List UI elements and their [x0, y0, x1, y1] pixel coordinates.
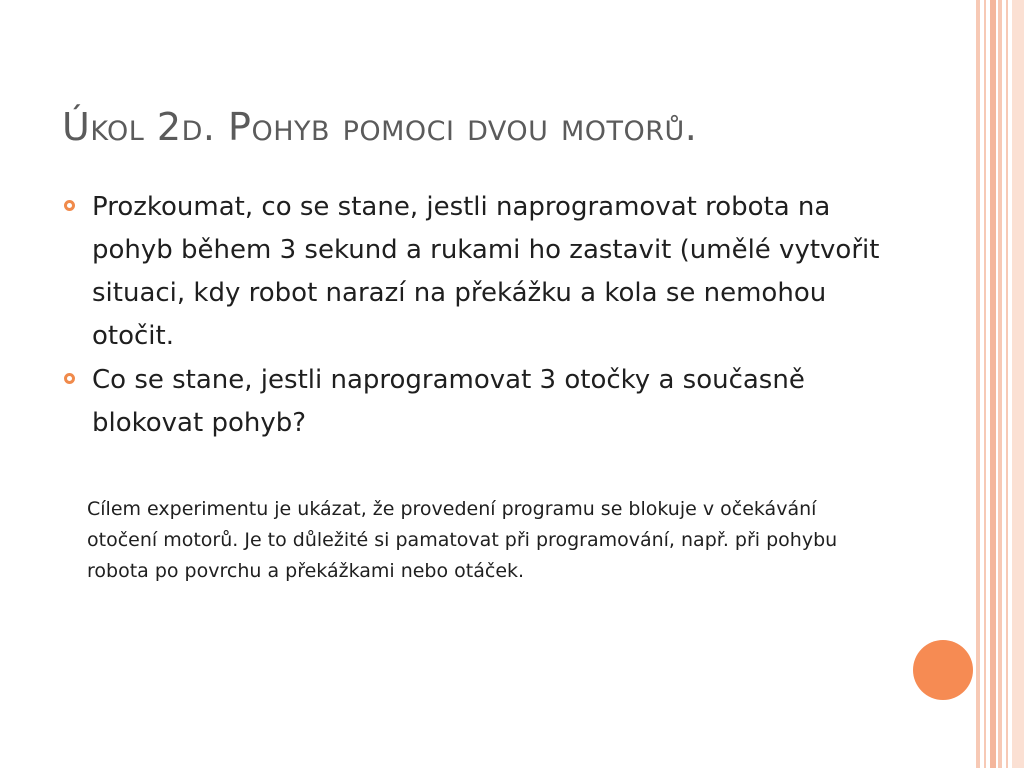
decor-stripe — [1012, 0, 1024, 768]
bullet-text: Co se stane, jestli naprogramovat 3 otočky a současně blokovat pohyb? — [92, 365, 805, 438]
decor-circle — [913, 640, 973, 700]
decor-stripe — [1006, 0, 1008, 768]
bullet-list — [62, 186, 882, 446]
bullet-item — [62, 359, 882, 445]
decor-stripe — [998, 0, 1002, 768]
bullet-item — [62, 186, 882, 358]
bullet-circle-icon — [64, 200, 75, 211]
note-paragraph: Cílem experimentu je ukázat, že provedení programu se blokuje v očekávání otočení motorů. Je to důležité si pamatovat při programování, např. při pohybu robota po povrchu a překážkami nebo otáček. — [87, 498, 838, 582]
bullet-text: Prozkoumat, co se stane, jestli naprogramovat robota na pohyb během 3 sekund a rukami ho zastavit (umělé vytvořit situaci, kdy robot narazí na překážku a kola se nemohou otočit. — [92, 192, 880, 351]
decor-stripe — [984, 0, 986, 768]
decor-stripe — [976, 0, 980, 768]
bullet-circle-icon — [64, 373, 75, 384]
decor-stripe — [990, 0, 996, 768]
slide-title: Úkol 2d. Pohyb pomoci dvou motorů. — [62, 105, 698, 149]
